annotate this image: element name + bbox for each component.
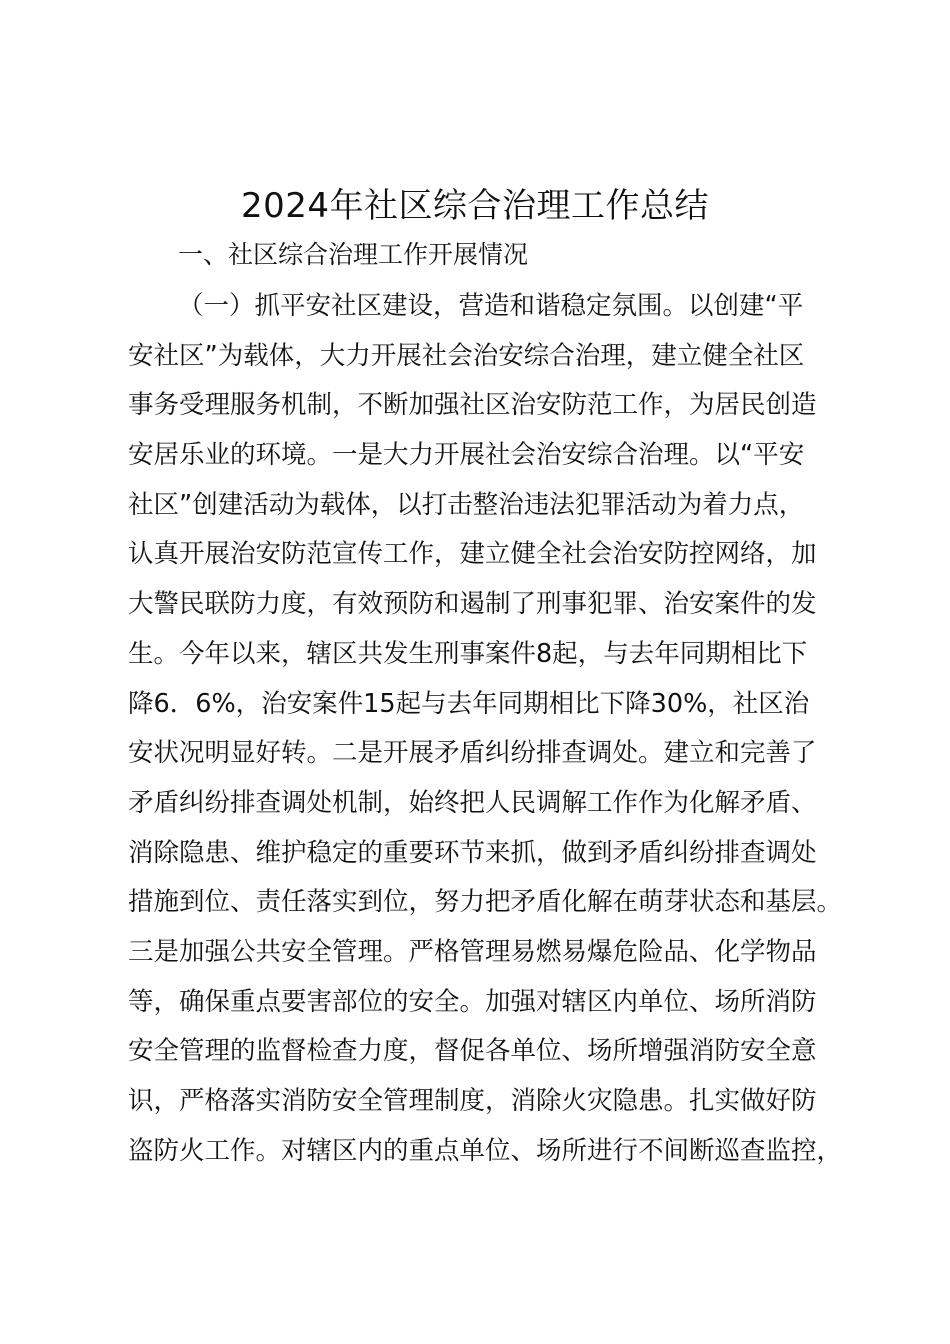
paragraph-line: 盗防火工作。对辖区内的重点单位、场所进行不间断巡查监控， (128, 1135, 843, 1166)
paragraph-line: 识，严格落实消防安全管理制度，消除火灾隐患。扎实做好防 (128, 1086, 817, 1116)
section-heading: 一、社区综合治理工作开展情况 (178, 240, 529, 269)
paragraph-line: 事务受理服务机制，不断加强社区治安防范工作，为居民创造 (128, 390, 817, 421)
paragraph-line: 社区”创建活动为载体，以打击整治违法犯罪活动为着力点， (128, 489, 805, 520)
paragraph-line: 安居乐业的环境。一是大力开展社会治安综合治理。以“平安 (128, 440, 805, 471)
paragraph-line: 认真开展治安防范宣传工作，建立健全社会治安防控网络，加 (128, 539, 817, 570)
paragraph-line: 矛盾纠纷排查调处机制，始终把人民调解工作作为化解矛盾、 (128, 787, 817, 818)
paragraph-line: 安全管理的监督检查力度，督促各单位、场所增强消防安全意 (128, 1036, 817, 1067)
document-title: 2024年社区综合治理工作总结 (240, 186, 710, 226)
paragraph-line: 安状况明显好转。二是开展矛盾纠纷排查调处。建立和完善了 (128, 738, 817, 769)
paragraph-line: 消除隐患、维护稳定的重要环节来抓，做到矛盾纠纷排查调处 (128, 837, 817, 868)
paragraph-line: 大警民联防力度，有效预防和遏制了刑事犯罪、治安案件的发 (128, 589, 817, 620)
paragraph-line: 措施到位、责任落实到位，努力把矛盾化解在萌芽状态和基层。 (128, 887, 843, 918)
paragraph-line: 三是加强公共安全管理。严格管理易燃易爆危险品、化学物品 (128, 936, 817, 967)
paragraph-line: （一）抓平安社区建设，营造和谐稳定氛围。以创建“平 (178, 291, 804, 321)
paragraph-line: 生。今年以来，辖区共发生刑事案件8起，与去年同期相比下 (128, 638, 808, 669)
paragraph-line: 等，确保重点要害部位的安全。加强对辖区内单位、场所消防 (128, 986, 817, 1017)
paragraph-body (128, 282, 858, 1176)
paragraph-line: 降6．6%，治安案件15起与去年同期相比下降30%，社区治 (128, 688, 810, 719)
paragraph-line: 安社区”为载体，大力开展社会治安综合治理，建立健全社区 (128, 340, 805, 371)
